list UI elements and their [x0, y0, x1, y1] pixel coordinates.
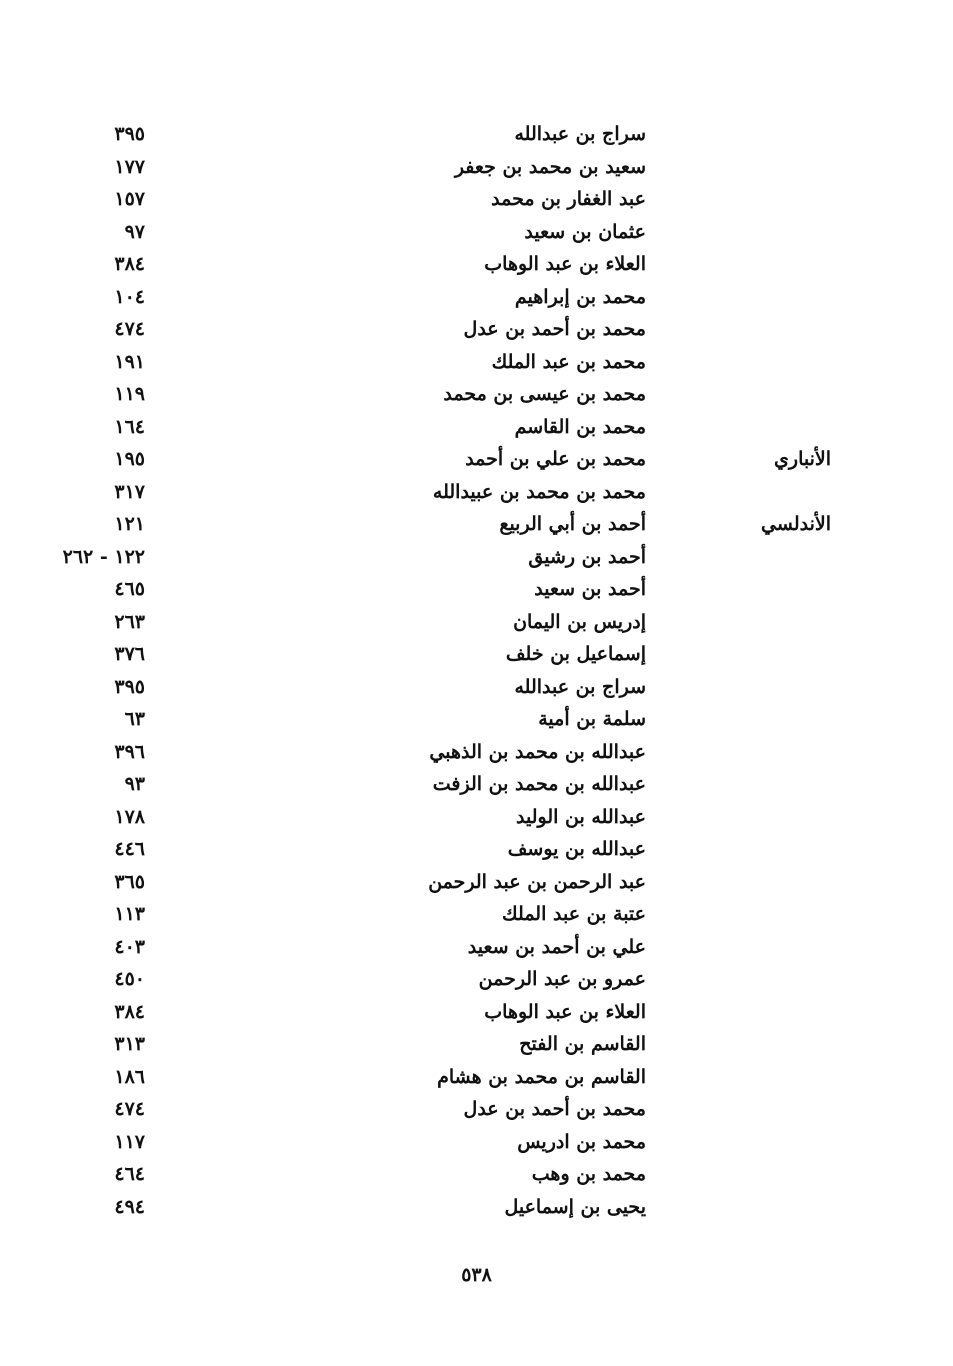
- page-reference: ٣١٧: [114, 480, 145, 503]
- person-name: القاسم بن محمد بن هشام: [437, 1065, 646, 1088]
- index-row: [0, 378, 953, 411]
- page-reference: ٣٦٥: [114, 870, 145, 893]
- page-reference: ٤٧٤: [114, 318, 145, 340]
- person-name: سعيد بن محمد بن جعفر: [454, 155, 646, 178]
- person-name: يحيى بن إسماعيل: [504, 1195, 646, 1218]
- page-reference: ١٦٤: [114, 415, 145, 438]
- index-row: [0, 151, 953, 184]
- page-reference: ٤٦٥: [114, 578, 145, 600]
- page-reference: ٣٨٤: [114, 1000, 145, 1023]
- index-row: [0, 541, 953, 574]
- person-name: سلمة بن أمية: [538, 708, 646, 730]
- index-row: [0, 1126, 953, 1159]
- page-reference: ١١٧: [114, 1130, 145, 1153]
- page-reference: ٤٥٠: [114, 968, 145, 990]
- person-name: محمد بن محمد بن عبيدالله: [432, 480, 646, 503]
- index-row: [0, 606, 953, 639]
- page-reference: ٤٤٦: [114, 838, 145, 860]
- index-row: [0, 183, 953, 216]
- page-reference: ٦٣: [124, 708, 145, 730]
- person-name: محمد بن عيسى بن محمد: [443, 383, 646, 405]
- index-row: [0, 1093, 953, 1126]
- page-reference: ٤٩٤: [114, 1195, 145, 1218]
- page-reference: ٣٩٥: [114, 123, 145, 145]
- index-row: [0, 346, 953, 379]
- page-reference: ١١٣: [114, 903, 145, 925]
- person-name: محمد بن القاسم: [514, 415, 646, 438]
- index-row: [0, 833, 953, 866]
- index-row: [0, 866, 953, 899]
- index-row: [0, 931, 953, 964]
- person-name: إدريس بن اليمان: [513, 610, 646, 633]
- index-row: [0, 768, 953, 801]
- index-list: [0, 118, 953, 1223]
- page-reference: ١٥٧: [114, 188, 145, 210]
- index-row: [0, 898, 953, 931]
- page-reference: ٢٦٣: [114, 610, 145, 633]
- person-name: عبدالله بن محمد بن الزفت: [432, 773, 646, 795]
- page-reference: ١٨٦: [114, 1065, 145, 1088]
- person-name: عمرو بن عبد الرحمن: [478, 968, 646, 990]
- person-name: أحمد بن أبي الربيع: [499, 513, 646, 535]
- person-name: علي بن أحمد بن سعيد: [467, 935, 646, 958]
- index-row: [0, 963, 953, 996]
- index-row: [0, 736, 953, 769]
- index-row: [0, 216, 953, 249]
- person-name: إسماعيل بن خلف: [505, 643, 646, 665]
- page-reference: ١٩٥: [114, 448, 145, 470]
- person-name: محمد بن علي بن أحمد: [465, 448, 646, 470]
- person-name: عبدالله بن يوسف: [507, 838, 646, 860]
- nisba-heading: الأنباري: [774, 448, 831, 470]
- index-row: [0, 313, 953, 346]
- person-name: عتبة بن عبد الملك: [502, 903, 646, 925]
- person-name: القاسم بن الفتح: [519, 1033, 646, 1055]
- person-name: أحمد بن سعيد: [534, 578, 646, 600]
- index-row: [0, 801, 953, 834]
- page-reference: ٣٨٤: [114, 253, 145, 275]
- person-name: محمد بن إبراهيم: [514, 285, 646, 308]
- page-reference: ٣٩٦: [114, 740, 145, 763]
- page-reference: ٤٧٤: [114, 1098, 145, 1120]
- page-reference: ٣٩٥: [114, 675, 145, 698]
- person-name: سراج بن عبدالله: [514, 123, 646, 145]
- page-reference: ١٧٨: [114, 805, 145, 828]
- person-name: محمد بن عبد الملك: [491, 350, 646, 373]
- page-reference: ١٧٧: [114, 155, 145, 178]
- index-row: [0, 573, 953, 606]
- index-row: [0, 281, 953, 314]
- page-reference: ٩٧: [124, 220, 145, 243]
- person-name: عبدالله بن الوليد: [516, 805, 646, 828]
- person-name: عثمان بن سعيد: [524, 220, 646, 243]
- person-name: محمد بن أحمد بن عدل: [463, 1098, 646, 1120]
- index-row: [0, 411, 953, 444]
- index-row: [0, 508, 953, 541]
- person-name: محمد بن ادريس: [517, 1130, 646, 1153]
- person-name: العلاء بن عبد الوهاب: [484, 253, 646, 275]
- person-name: عبد الرحمن بن عبد الرحمن: [428, 870, 646, 893]
- person-name: سراج بن عبدالله: [514, 675, 646, 698]
- page-reference: ١٢٢ - ٢٦٢: [62, 545, 145, 568]
- page-reference: ٣١٣: [114, 1033, 145, 1055]
- index-row: [0, 1061, 953, 1094]
- index-row: [0, 1191, 953, 1224]
- index-row: [0, 476, 953, 509]
- page-reference: ٩٣: [124, 773, 145, 795]
- person-name: عبدالله بن محمد بن الذهبي: [429, 740, 646, 763]
- index-row: [0, 671, 953, 704]
- page-reference: ١٠٤: [114, 285, 145, 308]
- page-reference: ٤٠٣: [114, 935, 145, 958]
- page-reference: ١١٩: [114, 383, 145, 405]
- page-reference: ١٩١: [114, 350, 145, 373]
- person-name: محمد بن وهب: [531, 1163, 646, 1185]
- index-row: [0, 443, 953, 476]
- page-reference: ٣٧٦: [114, 643, 145, 665]
- person-name: محمد بن أحمد بن عدل: [463, 318, 646, 340]
- index-row: [0, 638, 953, 671]
- person-name: عبد الغفار بن محمد: [491, 188, 646, 210]
- person-name: أحمد بن رشيق: [528, 545, 646, 568]
- nisba-heading: الأندلسي: [761, 513, 831, 535]
- page-number: ٥٣٨: [461, 1264, 492, 1286]
- page-reference: ١٢١: [114, 513, 145, 535]
- index-row: [0, 703, 953, 736]
- person-name: العلاء بن عبد الوهاب: [484, 1000, 646, 1023]
- index-row: [0, 118, 953, 151]
- index-row: [0, 1158, 953, 1191]
- index-row: [0, 996, 953, 1029]
- page-reference: ٤٦٤: [114, 1163, 145, 1185]
- index-row: [0, 248, 953, 281]
- index-row: [0, 1028, 953, 1061]
